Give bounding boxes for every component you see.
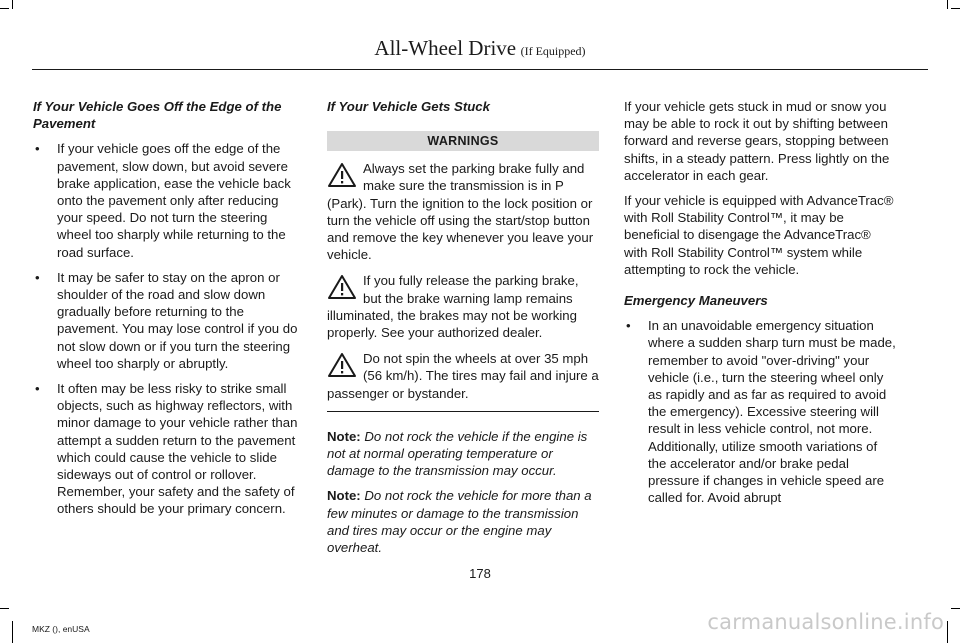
page-number: 178 [469, 566, 491, 581]
bullet-list-emergency [624, 317, 896, 506]
crop-mark [951, 8, 960, 9]
note-text: Do not rock the vehicle for more than a few minutes or damage to the transmission and tires may occur or the engine may overheat. [327, 488, 592, 556]
bullet-list-off-edge [33, 140, 305, 517]
section-heading-off-edge: If Your Vehicle Goes Off the Edge of the Pavement [33, 99, 282, 132]
watermark: carmanualsonline.info [707, 610, 944, 634]
note-label: Note: [327, 428, 361, 444]
warnings-banner: WARNINGS [327, 131, 599, 151]
column-2 [327, 98, 599, 564]
warning-item [327, 350, 599, 402]
list-item-text: In an unavoidable emergency situation where a sudden sharp turn must be made, remember to avoid "over-driving" your vehicle (i.e., turn the steering wheel only as rapidly and as far as required to avoid the emergency). Excessive steering will result in less vehicle control, not more. Additionally, utilize smooth variations of the accelerator and/or brake pedal pressure if changes in vehicle speed are called for. Avoid abrupt [648, 318, 896, 506]
section-heading-stuck: If Your Vehicle Gets Stuck [327, 99, 490, 114]
note-paragraph [327, 428, 599, 480]
page-title: All-Wheel Drive [374, 36, 517, 60]
page-header [32, 34, 928, 70]
list-item [33, 269, 305, 372]
warning-text: If you fully release the parking brake, but the brake warning lamp remains illuminated, the brakes may not be working properly. See your authorized dealer. [327, 273, 579, 341]
crop-mark [947, 621, 948, 643]
list-item [33, 140, 305, 260]
bullet-icon: • [35, 381, 40, 397]
warning-triangle-icon [327, 274, 357, 300]
column-1 [33, 98, 305, 526]
list-item [33, 380, 305, 518]
warning-triangle-icon [327, 162, 357, 188]
body-paragraph: If your vehicle is equipped with AdvanceTrac® with Roll Stability Control™, it may be beneficial to disengage the AdvanceTrac® with Roll Stability Control™ system while attempting to rock the vehicle. [624, 193, 894, 277]
list-item-text: It often may be less risky to strike small objects, such as highway reflectors, with minor damage to your vehicle rather than attempt a sudden return to the pavement which could cause the vehicle to slide sideways out of control or rollover. Remember, your safety and the safety of others should be your primary concern. [57, 381, 298, 517]
warnings-divider [327, 411, 599, 412]
bullet-icon: • [626, 318, 631, 334]
list-item-text: If your vehicle goes off the edge of the pavement, slow down, but avoid severe brake application, ease the vehicle back onto the pavement only after reducing your speed. Do not turn the steering wheel too sharply while returning to the road surface. [57, 141, 291, 260]
crop-mark [12, 0, 13, 9]
bullet-icon: • [35, 141, 40, 157]
crop-mark [0, 8, 9, 9]
list-item [624, 317, 896, 506]
body-paragraph: If your vehicle gets stuck in mud or snow you may be able to rock it out by shifting between forward and reverse gears, stopping between shifts, in a steady pattern. Press lightly on the accelerator in each gear. [624, 99, 890, 183]
warning-text: Always set the parking brake fully and make sure the transmission is in P (Park). Turn the ignition to the lock position or turn the vehicle off using the start/stop button and remove the key whenever you leave your vehicle. [327, 161, 594, 263]
warning-triangle-icon [327, 352, 357, 378]
crop-mark [12, 621, 13, 643]
list-item-text: It may be safer to stay on the apron or shoulder of the road and slow down gradually before returning to the pavement. You may lose control if you do not slow down or if you turn the steering wheel too sharply or abruptly. [57, 269, 298, 371]
crop-mark [947, 0, 948, 9]
footer-code: MKZ (), enUSA [32, 624, 90, 634]
warning-text: Do not spin the wheels at over 35 mph (56 km/h). The tires may fail and injure a passenger or bystander. [327, 351, 599, 401]
note-label: Note: [327, 488, 361, 504]
crop-mark [0, 608, 9, 609]
crop-mark [951, 608, 960, 609]
warning-item [327, 160, 599, 263]
note-paragraph [327, 487, 599, 556]
bullet-icon: • [35, 269, 40, 285]
section-heading-emergency: Emergency Maneuvers [624, 293, 768, 309]
note-text: Do not rock the vehicle if the engine is not at normal operating temperature or damage to the transmission may occur. [327, 428, 588, 479]
page-subtitle: (If Equipped) [520, 44, 586, 58]
warning-item [327, 272, 599, 341]
column-3 [624, 98, 896, 514]
